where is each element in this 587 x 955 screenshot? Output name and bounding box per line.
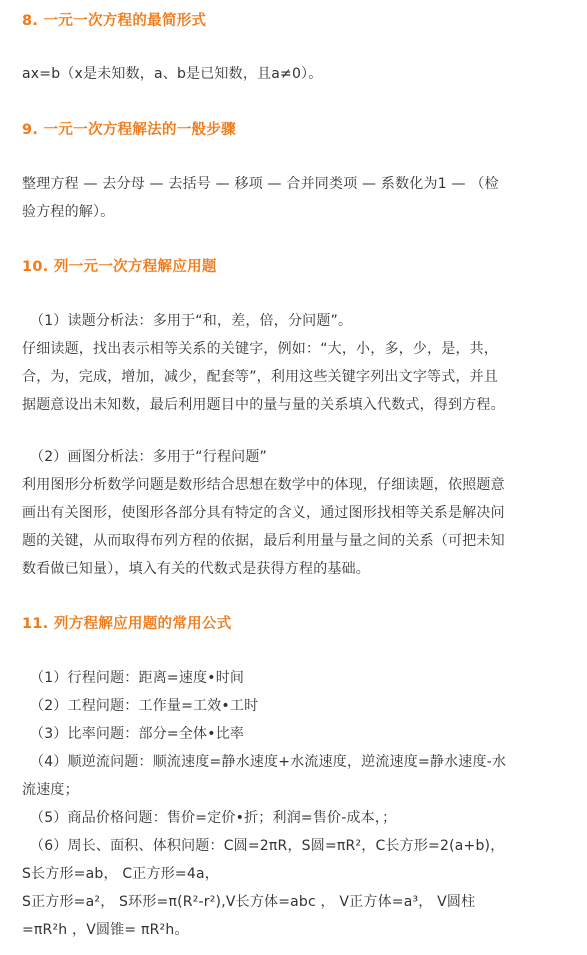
- formula-line: （5）商品价格问题：售价=定价•折；利润=售价-成本，；: [30, 810, 397, 826]
- formula-line: （2）工程问题：工作量=工效•工时: [30, 698, 259, 714]
- section-10-method-2: [22, 443, 567, 583]
- formula-line: （3）比率问题：部分=全体•比率: [30, 726, 245, 742]
- section-10-heading: 10. 列一元一次方程解应用题: [22, 259, 217, 275]
- text-line: 据题意设出未知数，最后利用题目中的量与量的关系填入代数式，得到方程。: [22, 397, 505, 413]
- text-line: 验方程的解）。: [22, 204, 115, 220]
- section-8-body: [22, 60, 567, 88]
- text-line: 数看做已知量），填入有关的代数式是获得方程的基础。: [22, 561, 370, 577]
- section-8-heading: 8. 一元一次方程的最简形式: [22, 13, 207, 29]
- formula-line: 流速度；: [22, 782, 79, 798]
- text-line: 利用图形分析数学问题是数形结合思想在数学中的体现，仔细读题，依照题意: [22, 477, 505, 493]
- formula-line: S长方形=ab， C正方形=4a，: [22, 866, 219, 882]
- method-title: （1）读题分析法：多用于“和，差，倍，分问题”。: [30, 313, 353, 329]
- formula-line: （4）顺逆流问题：顺流速度=静水速度+水流速度，逆流速度=静水速度-水: [30, 754, 507, 770]
- formula-line: =πR²h ，V圆锥= πR²h。: [22, 922, 189, 938]
- section-10-method-1: [22, 307, 567, 419]
- section-11-heading: 11. 列方程解应用题的常用公式: [22, 616, 232, 632]
- formula-line: （6）周长、面积、体积问题：C圆=2πR，S圆=πR²，C长方形=2(a+b)，: [30, 838, 505, 854]
- text-line: 画出有关图形，使图形各部分具有特定的含义，通过图形找相等关系是解决问: [22, 505, 505, 521]
- text-line: 仔细读题，找出表示相等关系的关键字，例如：“大，小，多，少，是，共，: [22, 341, 499, 357]
- method-title: （2）画图分析法：多用于“行程问题”: [30, 449, 268, 465]
- text-line: 题的关键，从而取得布列方程的依据，最后利用量与量之间的关系（可把未知: [22, 533, 505, 549]
- text-line: 合，为，完成，增加，减少，配套等”，利用这些关键字列出文字等式，并且: [22, 369, 499, 385]
- text-line: ax=b（x是未知数，a、b是已知数，且a≠0）。: [22, 66, 323, 82]
- text-line: 整理方程 — 去分母 — 去括号 — 移项 — 合并同类项 — 系数化为1 — （检: [22, 176, 499, 192]
- formula-line: （1）行程问题：距离=速度•时间: [30, 670, 245, 686]
- section-9-body: [22, 170, 567, 226]
- formula-line: S正方形=a²， S环形=π(R²-r²),V长方体=abc ， V正方体=a³， V圆柱: [22, 894, 476, 910]
- section-9-heading: 9. 一元一次方程解法的一般步骤: [22, 122, 236, 138]
- section-11-formulas: [22, 664, 567, 944]
